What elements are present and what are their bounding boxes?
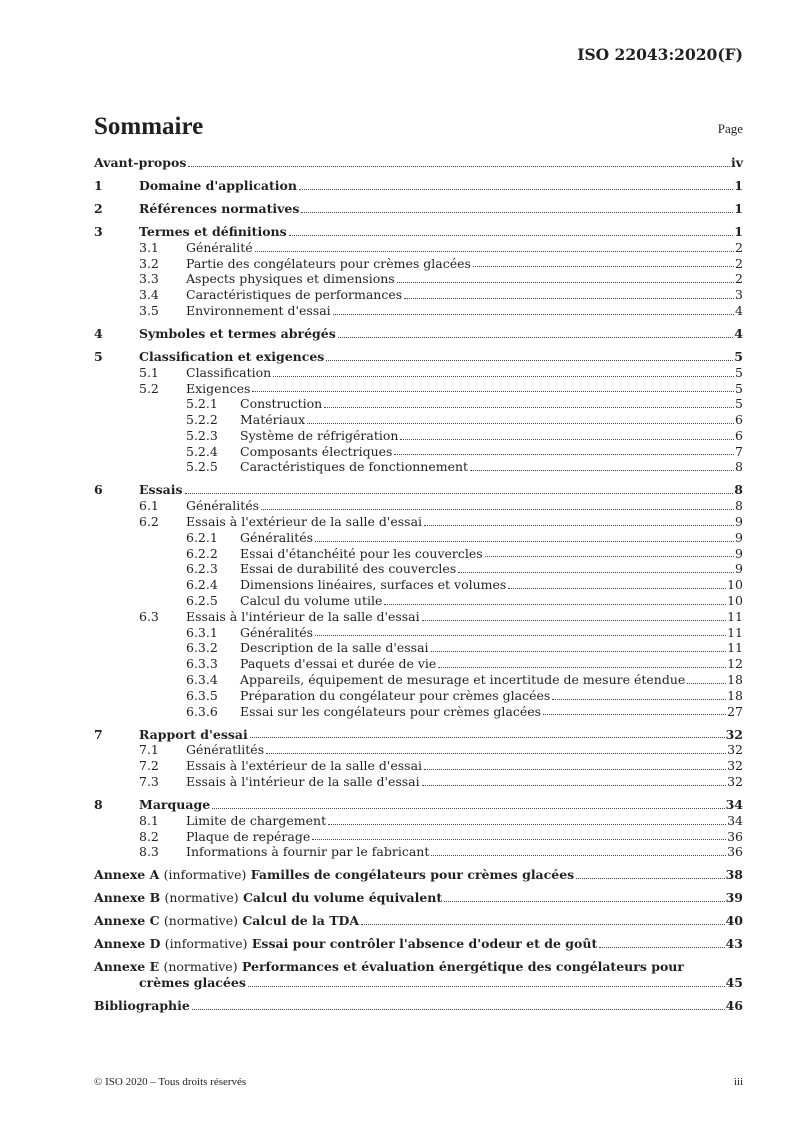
toc-number: 6.3.4 (186, 672, 218, 688)
toc-entry[interactable] (94, 271, 743, 287)
toc-entry[interactable] (94, 444, 743, 460)
toc-number: 7 (94, 726, 103, 742)
toc-title: Essais à l'extérieur de la salle d'essai (186, 758, 423, 774)
toc-page: 32 (725, 726, 743, 742)
toc-number: 3.1 (139, 239, 159, 255)
toc-number: 5 (94, 348, 103, 364)
toc-number: 6.2.1 (186, 529, 218, 545)
toc-title: Appareils, équipement de mesurage et incertitude de mesure étendue (240, 672, 686, 688)
toc-title: Essai sur les congélateurs pour crèmes glacées (240, 703, 542, 719)
toc-page: 5 (735, 364, 743, 380)
toc-number: 6.3.1 (186, 624, 218, 640)
annex-label: Annexe D (94, 936, 161, 952)
toc-title: Domaine d'application (139, 177, 297, 193)
toc-entry[interactable] (94, 287, 743, 303)
toc-number: 7.2 (139, 758, 159, 774)
toc-number: 3.4 (139, 287, 159, 303)
annex-kind: (normative) (163, 959, 238, 975)
toc-entry[interactable] (94, 546, 743, 562)
annex-title-continuation: crèmes glacées (139, 975, 246, 991)
toc-page: 4 (734, 325, 743, 341)
toc-page: 32 (727, 758, 743, 774)
toc-entry[interactable] (94, 326, 743, 342)
toc-page: 46 (725, 998, 743, 1014)
toc-page: 32 (727, 774, 743, 789)
page-number: iii (733, 1076, 743, 1088)
toc-number: 6.2.4 (186, 577, 218, 593)
toc-entry[interactable] (94, 256, 743, 272)
toc-entry[interactable] (94, 482, 743, 498)
toc-number: 6.3 (139, 608, 159, 624)
toc-title: Préparation du congélateur pour crèmes glacées (240, 687, 551, 703)
toc-page: 1 (734, 177, 743, 193)
toc-annex-entry[interactable] (94, 959, 743, 991)
toc-page: 27 (727, 703, 743, 719)
toc-number: 5.2.2 (186, 412, 218, 428)
toc-entry[interactable] (94, 609, 743, 625)
toc-entry[interactable] (94, 813, 743, 829)
toc-entry[interactable] (94, 396, 743, 412)
toc-page: 8 (734, 482, 743, 498)
toc-title: Essais (139, 482, 183, 498)
toc-page: 40 (725, 913, 743, 929)
toc-page: 38 (725, 867, 743, 883)
toc-title: Limite de chargement (186, 812, 327, 828)
toc-title: Classification et exigences (139, 348, 325, 364)
annex-title: Calcul de la TDA (242, 913, 360, 929)
toc-number: 5.2 (139, 380, 159, 396)
toc-entry[interactable] (94, 774, 743, 790)
toc-page: 12 (727, 656, 743, 672)
annex-title: Calcul du volume équivalent (242, 890, 443, 906)
toc-page: 45 (725, 975, 743, 991)
annex-kind: (informative) (163, 867, 247, 883)
toc-entry[interactable] (94, 178, 743, 194)
toc-entry[interactable] (94, 593, 743, 609)
toc-page: 3 (735, 287, 743, 303)
toc-number: 6.3.3 (186, 656, 218, 672)
toc-number: 5.2.5 (186, 459, 218, 475)
toc-entry[interactable] (94, 349, 743, 365)
toc-annex-entry[interactable] (94, 913, 743, 929)
toc-page: 34 (727, 812, 743, 828)
toc-title: Exigences (186, 380, 251, 396)
toc-entry[interactable] (94, 428, 743, 444)
toc-page: 2 (735, 255, 743, 271)
toc-number: 5.2.4 (186, 443, 218, 459)
toc-page: 1 (734, 223, 743, 239)
toc-page: 11 (727, 608, 743, 624)
toc-page: 5 (734, 348, 743, 364)
toc-title: Rapport d'essai (139, 726, 248, 742)
toc-number: 6.2.5 (186, 593, 218, 609)
toc-number: 5.2.1 (186, 396, 218, 412)
toc-annex-entry[interactable] (94, 867, 743, 883)
toc-number: 6.3.5 (186, 687, 218, 703)
toc-title: Composants électriques (240, 443, 393, 459)
toc-page: 43 (725, 936, 743, 952)
toc-entry[interactable] (94, 201, 743, 217)
toc-title: Paquets d'essai et durée de vie (240, 656, 437, 672)
toc-page: iv (730, 155, 743, 170)
toc-title: Essai d'étanchéité pour les couvercles (240, 545, 483, 561)
toc-page: 9 (735, 561, 743, 577)
toc-entry[interactable] (94, 155, 743, 171)
toc-number: 8.1 (139, 812, 159, 828)
toc-number: 5.1 (139, 364, 159, 380)
toc-page: 9 (735, 545, 743, 561)
annex-label: Annexe B (94, 890, 161, 906)
toc-page: 9 (735, 514, 743, 530)
annex-kind: (informative) (164, 936, 248, 952)
toc-title: Essais à l'extérieur de la salle d'essai (186, 514, 423, 530)
toc-entry[interactable] (94, 365, 743, 381)
toc-number: 3 (94, 223, 103, 239)
annex-label: Annexe A (94, 867, 160, 883)
toc-number: 4 (94, 325, 103, 341)
toc-title: Généralités (240, 624, 314, 640)
page-column-label: Page (717, 121, 743, 136)
toc-number: 2 (94, 200, 103, 216)
toc-entry[interactable] (94, 530, 743, 546)
standard-code: ISO 22043:2020(F) (577, 45, 743, 64)
toc-heading: Sommaire (94, 113, 204, 140)
toc-number: 7.3 (139, 774, 159, 789)
toc-page: 5 (735, 380, 743, 396)
toc-entry[interactable] (94, 797, 743, 813)
toc-number: 6.3.2 (186, 640, 218, 656)
toc-page: 7 (735, 443, 743, 459)
toc-number: 8 (94, 796, 103, 812)
toc-entry[interactable] (94, 412, 743, 428)
toc-number: 3.5 (139, 302, 159, 318)
toc-entry[interactable] (94, 727, 743, 743)
annex-kind: (normative) (164, 890, 239, 906)
toc-title: Classification (186, 364, 272, 380)
toc-page: 32 (727, 742, 743, 758)
toc-number: 6.2.2 (186, 545, 218, 561)
toc-title: Avant-propos (94, 155, 187, 170)
toc-number: 6.2 (139, 514, 159, 530)
toc-entry[interactable] (94, 514, 743, 530)
toc-entry[interactable] (94, 381, 743, 397)
toc-title: Plaque de repérage (186, 828, 311, 844)
toc-title: Références normatives (139, 200, 300, 216)
toc-page: 11 (727, 640, 743, 656)
toc-page: 18 (727, 672, 743, 688)
toc-page: 5 (735, 396, 743, 412)
toc-annex-entry[interactable] (94, 936, 743, 952)
toc-page: 18 (727, 687, 743, 703)
toc-title: Essai de durabilité des couvercles (240, 561, 457, 577)
toc-number: 5.2.3 (186, 427, 218, 443)
annex-kind: (normative) (163, 913, 238, 929)
table-of-contents (94, 155, 743, 1014)
annex-title: Essai pour contrôler l'absence d'odeur et de goût (251, 936, 598, 952)
toc-entry[interactable] (94, 303, 743, 319)
toc-page: 8 (735, 459, 743, 475)
toc-page: 6 (735, 427, 743, 443)
toc-page: 8 (735, 498, 743, 514)
toc-title: Symboles et termes abrégés (139, 325, 336, 341)
toc-entry[interactable] (94, 688, 743, 704)
toc-entry[interactable] (94, 561, 743, 577)
toc-title: Généralités (240, 529, 314, 545)
toc-bibliography-entry[interactable] (94, 998, 743, 1014)
toc-number: 8.2 (139, 828, 159, 844)
toc-page: 10 (727, 593, 743, 609)
annex-label: Annexe C (94, 913, 160, 929)
toc-entry[interactable] (94, 829, 743, 845)
toc-title: Description de la salle d'essai (240, 640, 429, 656)
annex-label: Annexe E (94, 959, 160, 975)
toc-page: 6 (735, 412, 743, 428)
toc-number: 7.1 (139, 742, 159, 758)
toc-number: 8.3 (139, 844, 159, 860)
annex-title: Familles de congélateurs pour crèmes glacées (250, 867, 575, 883)
toc-number: 3.2 (139, 255, 159, 271)
toc-entry[interactable] (94, 742, 743, 758)
toc-entry[interactable] (94, 672, 743, 688)
toc-title: Généralité (186, 239, 253, 255)
toc-title: Aspects physiques et dimensions (186, 271, 395, 287)
toc-page: 39 (725, 890, 743, 906)
toc-number: 6.2.3 (186, 561, 218, 577)
toc-page: 34 (725, 796, 743, 812)
toc-entry[interactable] (94, 224, 743, 240)
toc-page: 36 (727, 828, 743, 844)
toc-title: Marquage (139, 796, 211, 812)
toc-entry[interactable] (94, 459, 743, 475)
toc-page: 4 (735, 302, 743, 318)
toc-title: Matériaux (240, 412, 306, 428)
toc-page: 36 (727, 844, 743, 860)
toc-number: 1 (94, 177, 103, 193)
toc-title: Caractéristiques de fonctionnement (240, 459, 469, 475)
toc-entry[interactable] (94, 758, 743, 774)
toc-title: Partie des congélateurs pour crèmes glacées (186, 255, 471, 271)
toc-annex-entry[interactable] (94, 890, 743, 906)
annex-title: Performances et évaluation énergétique des congélateurs pour (241, 959, 684, 975)
toc-title: Bibliographie (94, 998, 190, 1014)
toc-page: 1 (734, 200, 743, 216)
toc-title: Caractéristiques de performances (186, 287, 403, 303)
toc-entry[interactable] (94, 577, 743, 593)
toc-title: Système de réfrigération (240, 427, 399, 443)
toc-page: 2 (735, 239, 743, 255)
toc-title: Génératlités (186, 742, 265, 758)
toc-number: 6.3.6 (186, 703, 218, 719)
toc-entry[interactable] (94, 656, 743, 672)
toc-number: 6 (94, 482, 103, 498)
toc-number: 3.3 (139, 271, 159, 287)
toc-title: Construction (240, 396, 323, 412)
toc-title: Dimensions linéaires, surfaces et volumes (240, 577, 507, 593)
toc-entry[interactable] (94, 704, 743, 720)
toc-page: 9 (735, 529, 743, 545)
copyright-notice: © ISO 2020 – Tous droits réservés (94, 1076, 247, 1088)
toc-entry[interactable] (94, 498, 743, 514)
toc-title: Généralités (186, 498, 260, 514)
toc-page: 2 (735, 271, 743, 287)
toc-title: Essais à l'intérieur de la salle d'essai (186, 774, 420, 789)
toc-number: 6.1 (139, 498, 159, 514)
toc-entry[interactable] (94, 625, 743, 641)
toc-entry[interactable] (94, 844, 743, 860)
toc-title: Informations à fournir par le fabricant (186, 844, 430, 860)
toc-entry[interactable] (94, 240, 743, 256)
toc-title: Environnement d'essai (186, 302, 331, 318)
toc-title: Essais à l'intérieur de la salle d'essai (186, 608, 420, 624)
toc-entry[interactable] (94, 640, 743, 656)
toc-title: Termes et définitions (139, 223, 287, 239)
toc-page: 11 (727, 624, 743, 640)
toc-page: 10 (727, 577, 743, 593)
toc-title: Calcul du volume utile (240, 593, 383, 609)
